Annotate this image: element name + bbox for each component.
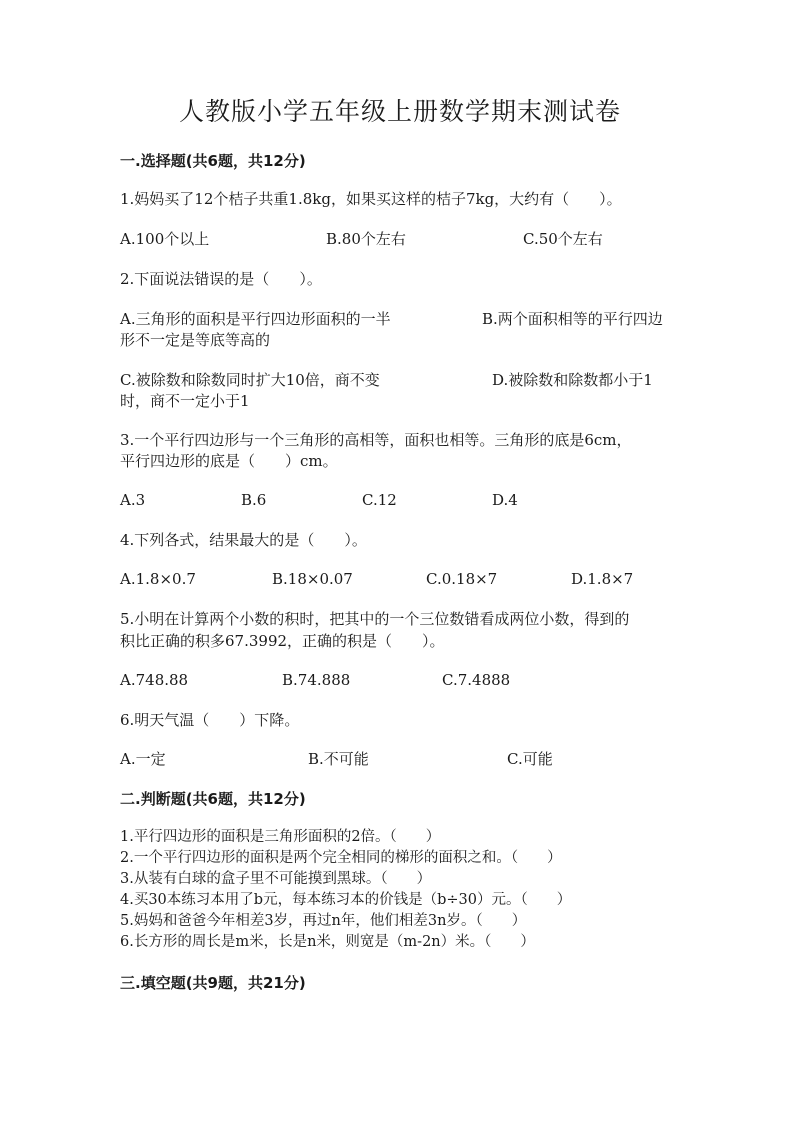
option-a: A.1.8×0.7	[120, 570, 196, 588]
question-stem: 3.一个平行四边形与一个三角形的高相等，面积也相等。三角形的底是6cm，	[120, 431, 632, 449]
option-c: C.可能	[507, 750, 553, 768]
question-stem-continued: 积比正确的积多67.3992，正确的积是（ ）。	[120, 632, 445, 650]
judge-item: 5.妈妈和爸爸今年相差3岁，再过n年，他们相差3n岁。（ ）	[120, 913, 527, 929]
judge-item: 1.平行四边形的面积是三角形面积的2倍。（ ）	[120, 829, 441, 845]
option-continuation: 形不一定是等底等高的	[120, 331, 271, 349]
question-stem-continued: 平行四边形的底是（ ）cm。	[120, 452, 338, 470]
option-c: C.12	[362, 491, 397, 509]
question-stem: 5.小明在计算两个小数的积时，把其中的一个三位数错看成两位小数，得到的	[120, 610, 630, 628]
question-stem: 1.妈妈买了12个桔子共重1.8kg，如果买这样的桔子7kg，大约有（ ）。	[120, 190, 622, 208]
option-c: C.50个左右	[523, 230, 603, 248]
option-b: B.74.888	[282, 671, 351, 689]
judge-item: 6.长方形的周长是m米，长是n米，则宽是（m-2n）米。（ ）	[120, 934, 535, 950]
page-title: 人教版小学五年级上册数学期末测试卷	[178, 97, 621, 126]
option-continuation: 时，商不一定小于1	[120, 392, 250, 410]
judge-item: 3.从装有白球的盒子里不可能摸到黑球。（ ）	[120, 871, 432, 887]
option-a: A.三角形的面积是平行四边形面积的一半	[120, 310, 391, 328]
option-a: A.748.88	[120, 671, 189, 689]
option-c: C.7.4888	[442, 671, 511, 689]
option-d: D.4	[492, 491, 518, 509]
option-b: B.80个左右	[326, 230, 406, 248]
option-b: B.不可能	[308, 750, 369, 768]
option-d: D.1.8×7	[571, 570, 634, 588]
section-heading-judge: 二.判断题(共6题，共12分)	[120, 790, 306, 808]
section-heading-choice: 一.选择题(共6题，共12分)	[120, 152, 306, 170]
option-a: A.100个以上	[120, 230, 210, 248]
option-a: A.3	[120, 491, 146, 509]
question-stem: 6.明天气温（ ）下降。	[120, 711, 300, 729]
section-heading-fill: 三.填空题(共9题，共21分)	[120, 974, 306, 992]
option-b: B.6	[241, 491, 267, 509]
question-stem: 2.下面说法错误的是（ ）。	[120, 270, 322, 288]
option-b: B.两个面积相等的平行四边	[482, 310, 663, 328]
option-c: C.被除数和除数同时扩大10倍，商不变	[120, 371, 380, 389]
option-b: B.18×0.07	[272, 570, 353, 588]
option-d: D.被除数和除数都小于1	[492, 371, 653, 389]
judge-item: 4.买30本练习本用了b元，每本练习本的价钱是（b÷30）元。（ ）	[120, 892, 572, 908]
question-stem: 4.下列各式，结果最大的是（ ）。	[120, 531, 367, 549]
option-a: A.一定	[120, 750, 166, 768]
judge-item: 2.一个平行四边形的面积是两个完全相同的梯形的面积之和。（ ）	[120, 850, 562, 866]
option-c: C.0.18×7	[426, 570, 498, 588]
